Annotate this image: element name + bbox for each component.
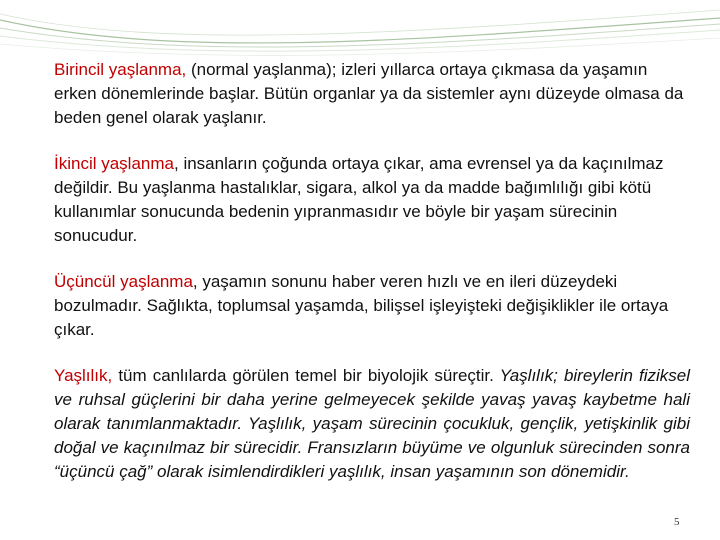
paragraph-text: tüm canlılarda görülen temel bir biyolojik süreçtir. xyxy=(112,366,494,385)
paragraph-text: , insanların çoğunda ortaya çıkar, ama evrensel ya da kaçınılmaz değildir. Bu yaşlanma hastalıklar, sigara, alkol ya da madde bağımlılığı gibi kötü kullanımlar sonucunda bedenin yıpranmasıdır ve böyle bir yaşam sürecinin sonucudur. xyxy=(54,154,664,245)
paragraph-text: (normal yaşlanma); izleri yıllarca ortaya çıkmasa da yaşamın erken dönemlerinde başlar. Bütün organlar ya da sistemler aynı düzeyde olmasa da beden genel olarak yaşlanır. xyxy=(54,60,684,127)
page-number: 5 xyxy=(674,516,680,528)
paragraph-text: , yaşamın sonunu haber veren hızlı ve en ileri düzeydeki bozulmadır. Sağlıkta, toplumsal yaşamda, bilişsel işleyişteki değişiklikler ile ortaya çıkar. xyxy=(54,272,669,339)
term-old-age: Yaşlılık, xyxy=(54,366,113,385)
slide-content xyxy=(54,58,690,484)
term-secondary-aging: İkincil yaşlanma xyxy=(54,154,174,173)
paragraph-tertiary-aging xyxy=(54,270,690,342)
paragraph-old-age xyxy=(54,364,690,484)
term-tertiary-aging: Üçüncül yaşlanma xyxy=(54,272,193,291)
paragraph-primary-aging xyxy=(54,58,690,130)
paragraph-secondary-aging xyxy=(54,152,690,248)
paragraph-italic-definition: Yaşlılık; bireylerin fiziksel ve ruhsal güçlerini bir daha yerine gelmeyecek şekilde yavaş yavaş kaybetme hali olarak tanımlanmaktadır. Yaşlılık, yaşam sürecinin çocukluk, gençlik, yetişkinlik gibi doğal ve kaçınılmaz bir sürecidir. Fransızların büyüme ve olgunluk sürecinden sonra “üçüncü çağ” olarak isimlendirdikleri yaşlılık, insan yaşamının son dönemidir. xyxy=(54,366,690,481)
term-primary-aging: Birincil yaşlanma, xyxy=(54,60,187,79)
